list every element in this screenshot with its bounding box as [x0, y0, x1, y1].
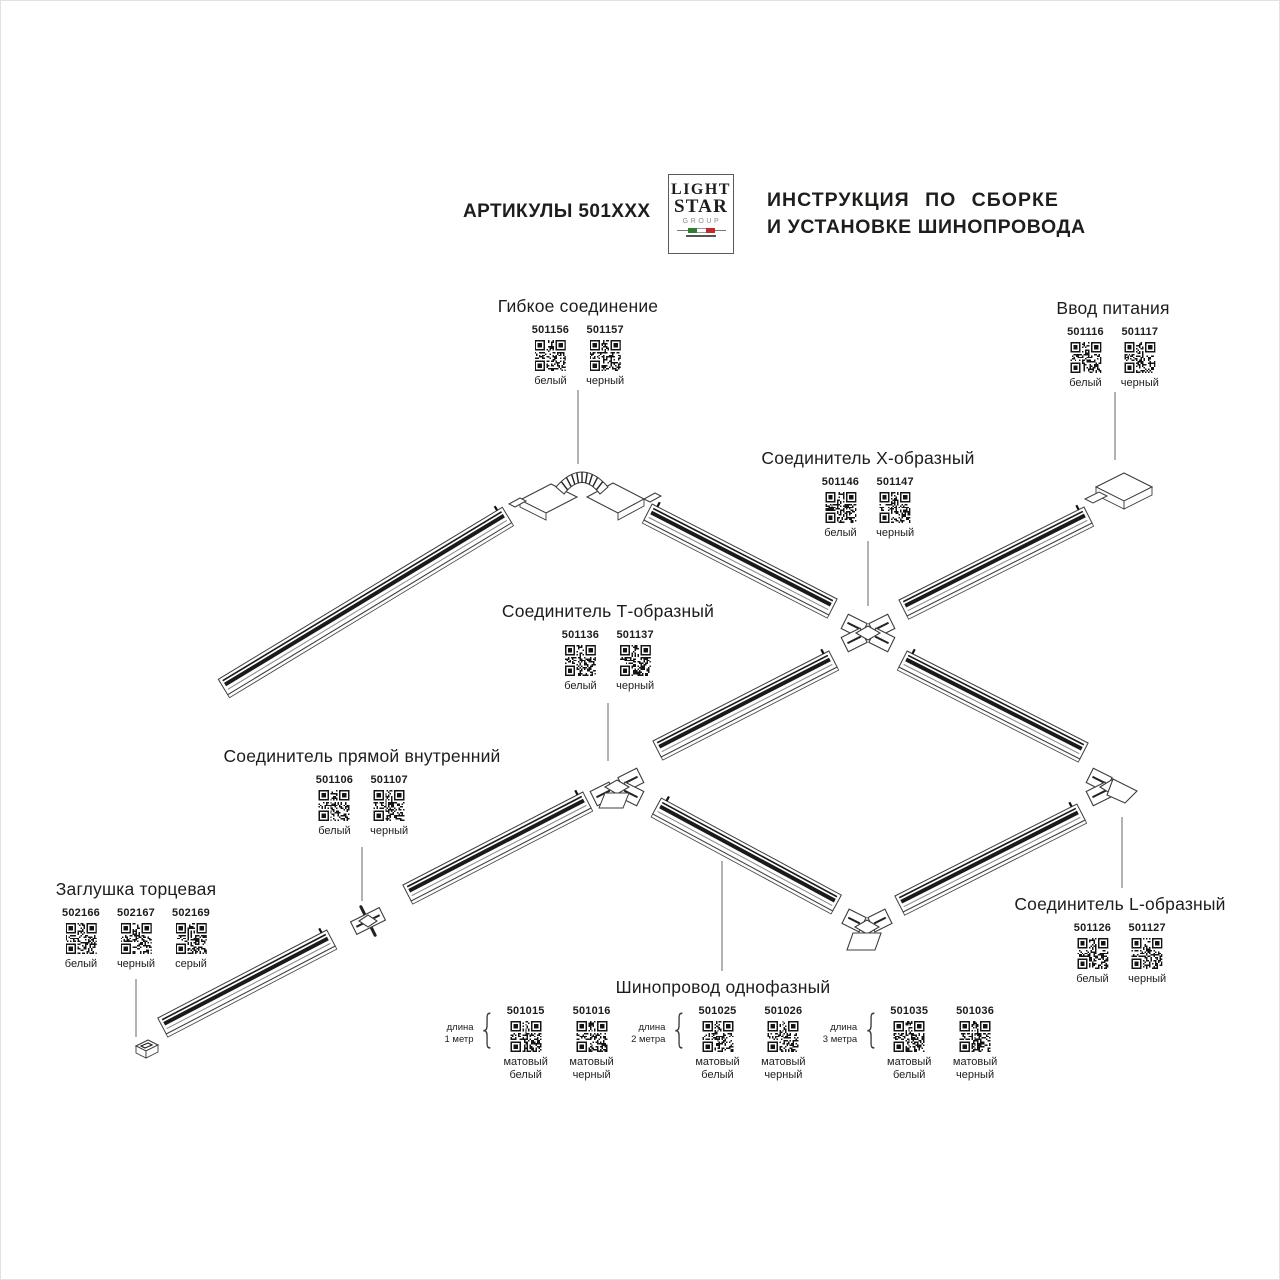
article-number: 501035 — [890, 1005, 929, 1017]
group-t — [502, 601, 714, 693]
straight-connector — [351, 907, 386, 936]
color-label: черный — [876, 527, 915, 539]
color-label: матовый белый — [695, 1056, 740, 1081]
qr-code — [1070, 342, 1101, 373]
group-items-row — [1014, 922, 1225, 986]
article-number: 502169 — [172, 907, 210, 919]
article-number: 501116 — [1067, 326, 1104, 338]
color-label: белый — [64, 958, 98, 970]
color-label: белый — [318, 825, 351, 837]
article-number: 501117 — [1121, 326, 1159, 338]
page-title-line2: И УСТАНОВКЕ ШИНОПРОВОДА — [767, 216, 1086, 239]
color-label: серый — [175, 958, 207, 970]
group-items-row — [56, 907, 217, 971]
track-rail — [218, 506, 513, 698]
article-item — [117, 907, 155, 971]
logo-text-group: GROUP — [682, 218, 722, 226]
article-item — [532, 324, 569, 388]
group-items-row — [223, 774, 500, 838]
qr-code — [565, 645, 596, 676]
article-number: 501015 — [506, 1005, 545, 1017]
color-label: черный — [586, 375, 625, 387]
group-power — [1056, 298, 1169, 390]
color-label: матовый черный — [761, 1056, 806, 1081]
l-connector — [1086, 768, 1137, 806]
group-items-row — [761, 476, 974, 540]
qr-code — [1132, 938, 1163, 969]
qr-code — [66, 923, 97, 954]
qr-code — [319, 790, 350, 821]
qr-code — [590, 340, 621, 371]
qr-code — [768, 1021, 799, 1052]
color-label: матовый черный — [952, 1056, 998, 1081]
group-items-row — [502, 629, 714, 693]
article-item — [499, 1005, 552, 1082]
article-item — [822, 476, 859, 540]
track-rail — [897, 649, 1088, 762]
page-title — [767, 187, 1086, 242]
qr-code — [576, 1021, 607, 1052]
color-label: матовый белый — [887, 1056, 932, 1081]
group-items-row — [445, 1005, 1002, 1082]
article-item — [1074, 922, 1111, 986]
qr-code — [960, 1021, 991, 1052]
article-item — [1067, 326, 1104, 390]
article-item — [949, 1005, 1002, 1082]
article-number: 502166 — [62, 907, 100, 919]
color-label: белый — [564, 680, 597, 692]
page-title-line1: ИНСТРУКЦИЯ ПО СБОРКЕ — [767, 189, 1059, 211]
color-label: черный — [616, 680, 655, 692]
color-label: черный — [1120, 377, 1159, 389]
group-title: Соединитель прямой внутренний — [223, 746, 501, 766]
article-number: 501146 — [821, 476, 860, 488]
color-label: черный — [116, 958, 156, 970]
track-length-subgroup — [445, 1005, 619, 1082]
article-number: 501106 — [315, 774, 354, 786]
qr-code — [535, 340, 566, 371]
article-item — [562, 629, 599, 693]
qr-code — [1077, 938, 1108, 969]
article-number: 501136 — [561, 629, 600, 641]
color-label: белый — [824, 527, 857, 539]
color-label: матовый черный — [569, 1056, 614, 1081]
x-connector — [841, 614, 895, 652]
color-label: черный — [1128, 973, 1167, 985]
article-number: 501126 — [1073, 922, 1112, 934]
qr-code — [825, 492, 856, 523]
article-number: 501016 — [572, 1005, 611, 1017]
track-length-subgroup — [631, 1005, 810, 1082]
qr-code — [510, 1021, 541, 1052]
article-number: 502167 — [117, 907, 155, 919]
qr-code — [1124, 342, 1155, 373]
article-item — [316, 774, 353, 838]
article-item — [370, 774, 408, 838]
article-item — [62, 907, 100, 971]
group-title: Соединитель Т-образный — [501, 601, 715, 621]
qr-code — [702, 1021, 733, 1052]
article-item — [883, 1005, 936, 1082]
articles-label: АРТИКУЛЫ 501XXX — [463, 201, 651, 222]
qr-code — [121, 923, 152, 954]
logo-underline — [686, 235, 716, 237]
article-number: 501026 — [764, 1005, 803, 1017]
qr-code — [374, 790, 405, 821]
qr-code — [894, 1021, 925, 1052]
group-title: Соединитель X-образный — [761, 448, 975, 468]
group-track — [445, 977, 1002, 1082]
italian-flag-icon — [669, 228, 733, 233]
article-item — [1128, 922, 1166, 986]
length-label: длина 2 метра — [631, 1022, 666, 1045]
article-item — [1121, 326, 1159, 390]
power-input-connector — [1085, 473, 1152, 509]
logo-text-light: LIGHT — [671, 181, 731, 198]
article-number: 501107 — [370, 774, 408, 786]
article-number: 501036 — [956, 1005, 995, 1017]
article-item — [757, 1005, 810, 1082]
end-cap — [136, 1040, 158, 1058]
article-number: 501147 — [876, 476, 914, 488]
article-item — [172, 907, 210, 971]
article-number: 501025 — [698, 1005, 737, 1017]
article-item — [586, 324, 624, 388]
article-item — [565, 1005, 618, 1082]
brace-glyph: { — [478, 1007, 497, 1053]
length-label: длина 1 метр — [444, 1022, 474, 1045]
color-label: белый — [1076, 973, 1109, 985]
color-label: черный — [370, 825, 409, 837]
group-items-row — [498, 324, 658, 388]
flexible-connector — [509, 472, 661, 520]
group-items-row — [1056, 326, 1169, 390]
group-title: Заглушка торцевая — [55, 879, 217, 899]
group-title: Гибкое соединение — [497, 296, 659, 316]
color-label: белый — [534, 375, 567, 387]
track-length-subgroup — [823, 1005, 1002, 1082]
article-number: 501157 — [586, 324, 624, 336]
group-title: Шинопровод однофазный — [615, 977, 831, 997]
article-number: 501127 — [1128, 922, 1166, 934]
group-title: Ввод питания — [1056, 298, 1170, 318]
article-item — [876, 476, 914, 540]
track-rail — [651, 797, 841, 914]
article-number: 501156 — [531, 324, 570, 336]
corner-connector-bottom — [842, 909, 892, 950]
group-straight — [223, 746, 500, 838]
qr-code — [880, 492, 911, 523]
color-label: белый — [1069, 377, 1102, 389]
group-l — [1014, 894, 1225, 986]
qr-code — [620, 645, 651, 676]
length-label: длина 3 метра — [822, 1022, 858, 1045]
lightstar-logo — [668, 174, 734, 254]
article-number: 501137 — [616, 629, 654, 641]
article-item — [616, 629, 654, 693]
group-x — [761, 448, 974, 540]
logo-text-star: STAR — [673, 196, 729, 218]
brace-glyph: { — [670, 1007, 688, 1053]
group-endcap — [56, 879, 217, 971]
qr-code — [176, 923, 207, 954]
t-connector — [590, 768, 644, 808]
article-item — [691, 1005, 744, 1082]
group-title: Соединитель L-образный — [1014, 894, 1226, 914]
color-label: матовый белый — [503, 1056, 548, 1081]
brace-glyph: { — [862, 1007, 880, 1053]
group-flexible — [498, 296, 658, 388]
